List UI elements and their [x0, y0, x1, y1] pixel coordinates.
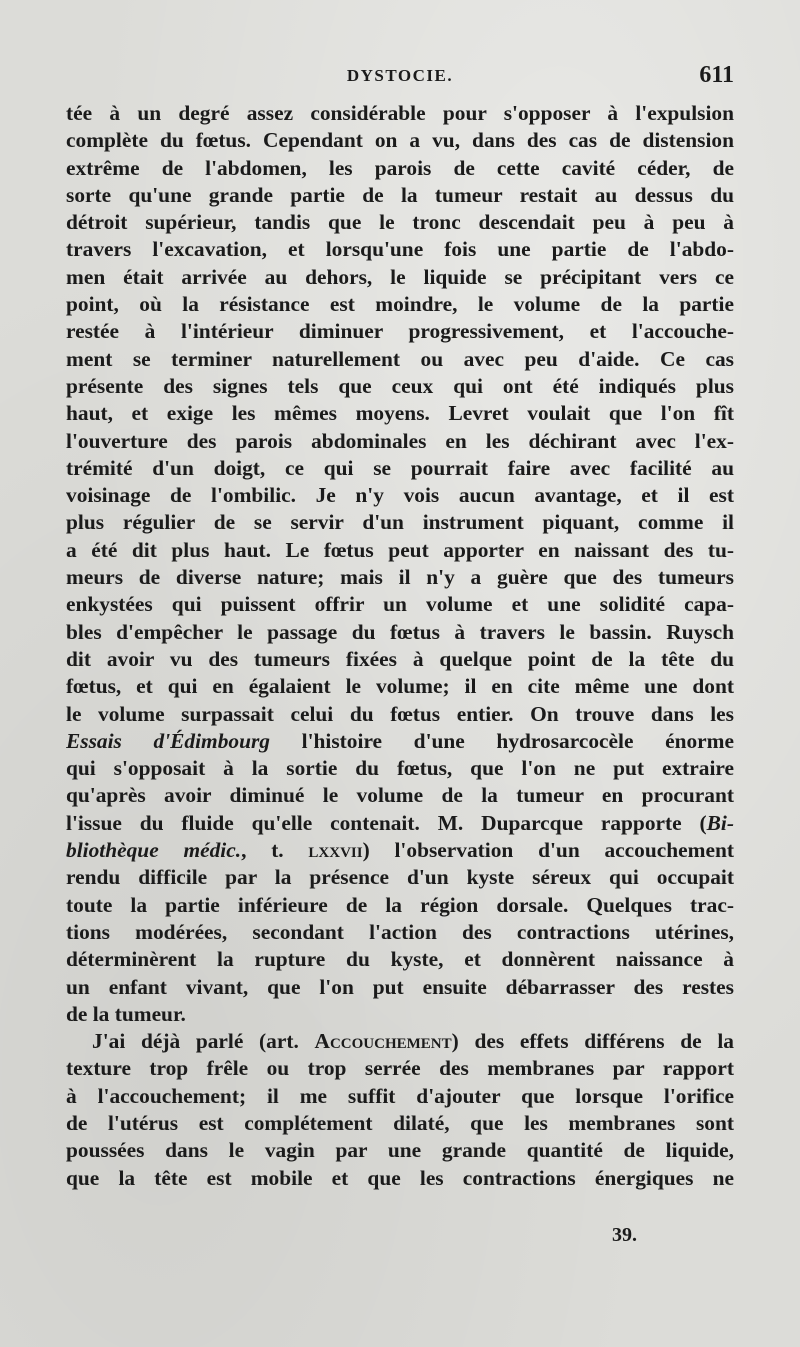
running-head: DYSTOCIE. [346, 66, 454, 85]
page-number: 611 [699, 62, 734, 88]
text-line: fœtus, et qui en égalaient le volume; il en cite même une dont [66, 674, 734, 699]
text-run: l'histoire d'une hydrosarcocèle énorme [270, 728, 734, 753]
text-line: voisinage de l'ombilic. Je n'y vois aucun avantage, et il est [66, 483, 734, 508]
text-run: ) des effets différens de la [451, 1029, 734, 1054]
text-line: présente des signes tels que ceux qui ont été indiqués plus [66, 373, 734, 398]
page-header [66, 62, 734, 92]
text-line: restée à l'intérieur diminuer progressivement, et l'accouche- [66, 319, 734, 344]
text-line: tée à un degré assez considérable pour s'opposer à l'expulsion [66, 101, 734, 125]
text-line: extrême de l'abdomen, les parois de cette cavité céder, de [66, 155, 734, 180]
text-line: men était arrivée au dehors, le liquide se précipitant vers ce [66, 264, 734, 289]
text-line: rendu difficile par la présence d'un kyste séreux qui occupait [66, 865, 734, 890]
text-line: que la tête est mobile et que les contractions énergiques ne [66, 1165, 734, 1190]
text-line: sorte qu'une grande partie de la tumeur restait au dessus du [66, 182, 734, 207]
volume-number: lxxvii [308, 838, 363, 863]
text-line: dit avoir vu des tumeurs fixées à quelque point de la tête du [66, 646, 734, 671]
text-line: travers l'excavation, et lorsqu'une fois une partie de l'abdo- [66, 237, 734, 262]
cross-reference: Accouchement [314, 1029, 452, 1054]
body-text [66, 100, 734, 1192]
text-line: qui s'opposait à la sortie du fœtus, que l'on ne put extraire [66, 756, 734, 781]
text-line: détroit supérieur, tandis que le tronc descendait peu à peu à [66, 210, 734, 235]
signature-mark: 39. [612, 1224, 637, 1246]
text-line: poussées dans le vagin par une grande quantité de liquide, [66, 1138, 734, 1163]
text-line: toute la partie inférieure de la région dorsale. Quelques trac- [66, 892, 734, 917]
text-line [66, 837, 734, 864]
text-line [66, 1028, 734, 1055]
text-line: meurs de diverse nature; mais il n'y a guère que des tumeurs [66, 565, 734, 590]
italic-title: Bi- [706, 810, 734, 835]
text-run: , t. [241, 838, 309, 863]
italic-title: Essais d'Édimbourg [66, 728, 270, 753]
text-line: plus régulier de se servir d'un instrument piquant, comme il [66, 510, 734, 535]
text-line: trémité d'un doigt, ce qui se pourrait faire avec facilité au [66, 455, 734, 480]
text-line: complète du fœtus. Cependant on a vu, dans des cas de distension [66, 128, 734, 153]
text-line: ment se terminer naturellement ou avec peu d'aide. Ce cas [66, 346, 734, 371]
text-line: l'ouverture des parois abdominales en les déchirant avec l'ex- [66, 428, 734, 453]
text-line: texture trop frêle ou trop serrée des membranes par rapport [66, 1056, 734, 1081]
text-line [66, 810, 734, 837]
text-line: le volume surpassait celui du fœtus entier. On trouve dans les [66, 701, 734, 726]
text-line: déterminèrent la rupture du kyste, et donnèrent naissance à [66, 947, 734, 972]
text-line: enkystées qui puissent offrir un volume et une solidité capa- [66, 592, 734, 617]
italic-title: bliothèque médic. [66, 838, 242, 863]
text-line: de l'utérus est complétement dilaté, que les membranes sont [66, 1110, 734, 1135]
text-line: bles d'empêcher le passage du fœtus à travers le bassin. Ruysch [66, 619, 734, 644]
text-line: tions modérées, secondant l'action des contractions utérines, [66, 919, 734, 944]
text-line: de la tumeur. [66, 1001, 186, 1026]
text-line: qu'après avoir diminué le volume de la tumeur en procurant [66, 783, 734, 808]
text-line [66, 728, 734, 755]
text-line: point, où la résistance est moindre, le volume de la partie [66, 292, 734, 317]
text-line: haut, et exige les mêmes moyens. Levret voulait que l'on fît [66, 401, 734, 426]
text-line: a été dit plus haut. Le fœtus peut apporter en naissant des tu- [66, 537, 734, 562]
text-run: J'ai déjà parlé (art. [92, 1029, 315, 1054]
text-line: à l'accouchement; il me suffit d'ajouter que lorsque l'orifice [66, 1083, 734, 1108]
text-line: un enfant vivant, que l'on put ensuite débarrasser des restes [66, 974, 734, 999]
text-run: l'issue du fluide qu'elle contenait. M. Duparcque rapporte ( [66, 810, 707, 835]
text-run: ) l'observation d'un accouchement [362, 838, 734, 863]
